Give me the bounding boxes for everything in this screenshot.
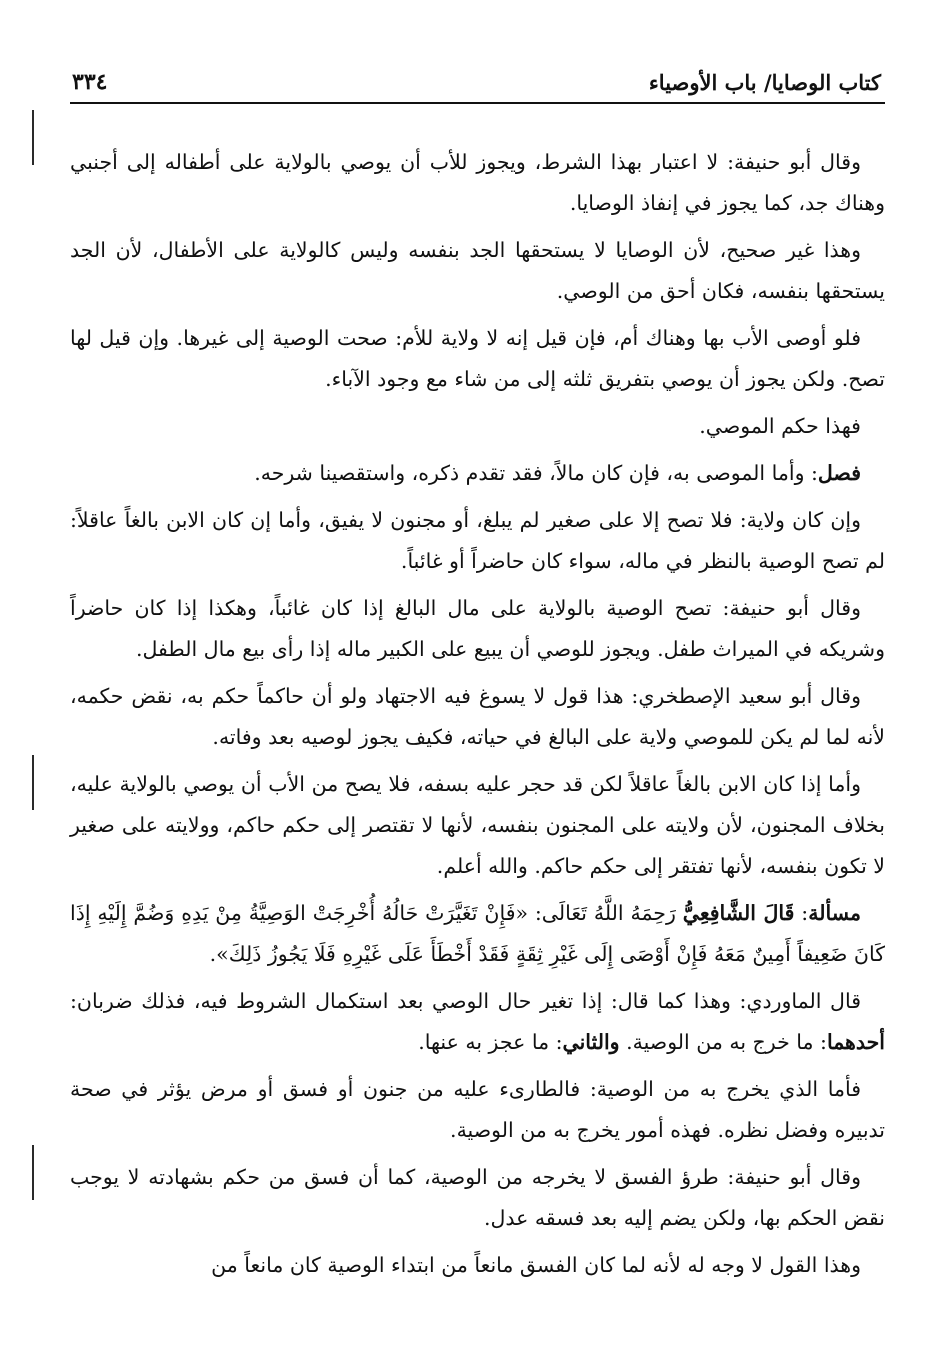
text-run: وإن كان ولاية: فلا تصح إلا على صغير لم يبلغ، أو مجنون لا يفيق، وأما إن كان الابن بالغاً عاقلاً: لم تصح الوصية بالنظر في ماله، سواء كان حاضراً أو غائباً. xyxy=(70,508,885,573)
scan-margin-line-bottom xyxy=(32,1145,34,1200)
paragraph xyxy=(70,230,885,312)
paragraph xyxy=(70,676,885,758)
text-run: وقال أبو حنيفة: لا اعتبار بهذا الشرط، ويجوز للأب أن يوصي بالولاية على أطفاله إلى أجنبي وهناك جد، كما يجوز في إنفاذ الوصايا. xyxy=(70,150,885,215)
bold-term: مسألة xyxy=(808,901,861,925)
paragraph xyxy=(70,588,885,670)
chapter-title: كتاب الوصايا/ باب الأوصياء xyxy=(648,69,881,95)
paragraph xyxy=(70,764,885,887)
text-run: وقال أبو سعيد الإصطخري: هذا قول لا يسوغ فيه الاجتهاد ولو أن حاكماً حكم به، نقض حكمه، لأنه لما لم يكن للموصي ولاية على البالغ في حياته، فكيف يجوز لوصيه بعد وفاته. xyxy=(70,684,885,749)
paragraph xyxy=(70,406,885,447)
text-run: فلو أوصى الأب بها وهناك أم، فإن قيل إنه لا ولاية للأم: صحت الوصية إلى غيرها. وإن قيل لها تصح. ولكن يجوز أن يوصي بتفريق ثلثه إلى من شاء مع وجود الآباء. xyxy=(70,326,885,391)
text-run: : ما عجز به عنها. xyxy=(418,1030,563,1054)
text-run: فأما الذي يخرج به من الوصية: فالطارىء عليه من جنون أو فسق أو مرض يؤثر في صحة تدبيره وفضل نظره. فهذه أمور يخرج به من الوصية. xyxy=(70,1077,885,1142)
paragraph xyxy=(70,453,885,494)
text-run: : ما خرج به من الوصية. xyxy=(619,1030,827,1054)
paragraph xyxy=(70,981,885,1063)
paragraph xyxy=(70,1157,885,1239)
paragraph xyxy=(70,1245,885,1286)
page-body xyxy=(70,142,885,1286)
bold-term: فصل xyxy=(817,461,861,485)
text-run: فهذا حكم الموصي. xyxy=(699,414,861,438)
paragraph xyxy=(70,318,885,400)
text-run: : وأما الموصى به، فإن كان مالاً، فقد تقدم ذكره، واستقصينا شرحه. xyxy=(254,461,818,485)
text-run: وقال أبو حنيفة: تصح الوصية بالولاية على مال البالغ إذا كان غائباً، وهكذا إذا كان حاضراً وشريكه في الميراث طفل. ويجوز للوصي أن يبيع على الكبير ماله إذا رأى بيع مال الطفل. xyxy=(70,596,885,661)
text-run: قال الماوردي: وهذا كما قال: إذا تغير حال الوصي بعد استكمال الشروط فيه، فذلك ضربان: xyxy=(70,989,861,1013)
paragraph xyxy=(70,142,885,224)
scan-margin-line-top xyxy=(32,110,34,165)
text-run: وقال أبو حنيفة: طرؤ الفسق لا يخرجه من الوصية، كما أن فسق من حكم بشهادته لا يوجب نقض الحكم بها، ولكن يضم إليه بعد فسقه عدل. xyxy=(70,1165,885,1230)
text-run: وهذا غير صحيح، لأن الوصايا لا يستحقها الجد بنفسه وليس كالولاية على الأطفال، لأن الجد يستحقها بنفسه، فكان أحق من الوصي. xyxy=(70,238,885,303)
text-run: وأما إذا كان الابن بالغاً عاقلاً لكن قد حجر عليه بسفه، فلا يصح من الأب أن يوصي بالولاية عليه، بخلاف المجنون، لأن ولايته على المجنون بنفسه، لأنها لا تقتصر إلى حكم حاكم، وولايته على صغير لا تكون بنفسه، لأنها تفتقر إلى حكم حاكم. والله أعلم. xyxy=(70,772,885,878)
paragraph xyxy=(70,1069,885,1151)
book-page xyxy=(70,62,885,1362)
scan-margin-line-mid xyxy=(32,755,34,810)
bold-term: أحدهما xyxy=(826,1030,885,1054)
text-run: رَحِمَهُ اللَّهُ تَعَالَى: «فَإِنْ تَغَيَّرَتْ حَالُهُ أُخْرِجَتْ الوَصِيَّةُ مِنْ يَدِهِ وَضُمَّ إِلَيْهِ إِذَا كَانَ ضَعِيفاً أَمِينٌ مَعَهُ فَإِنْ أَوْصَى إِلَى غَيْرِ ثِقَةٍ فَقَدْ أَخْطَأَ عَلَى غَيْرِهِ فَلَا يَجُوزُ ذَلِكَ». xyxy=(70,901,885,966)
bold-term: والثاني xyxy=(562,1030,620,1054)
text-run: : xyxy=(794,901,809,925)
page-number: ٣٣٤ xyxy=(72,69,108,95)
text-run: وهذا القول لا وجه له لأنه لما كان الفسق مانعاً من ابتداء الوصية كان مانعاً من xyxy=(211,1253,861,1277)
running-header xyxy=(70,62,885,104)
bold-term: قَالَ الشَّافِعِيُّ xyxy=(682,901,795,925)
paragraph xyxy=(70,893,885,975)
paragraph xyxy=(70,500,885,582)
